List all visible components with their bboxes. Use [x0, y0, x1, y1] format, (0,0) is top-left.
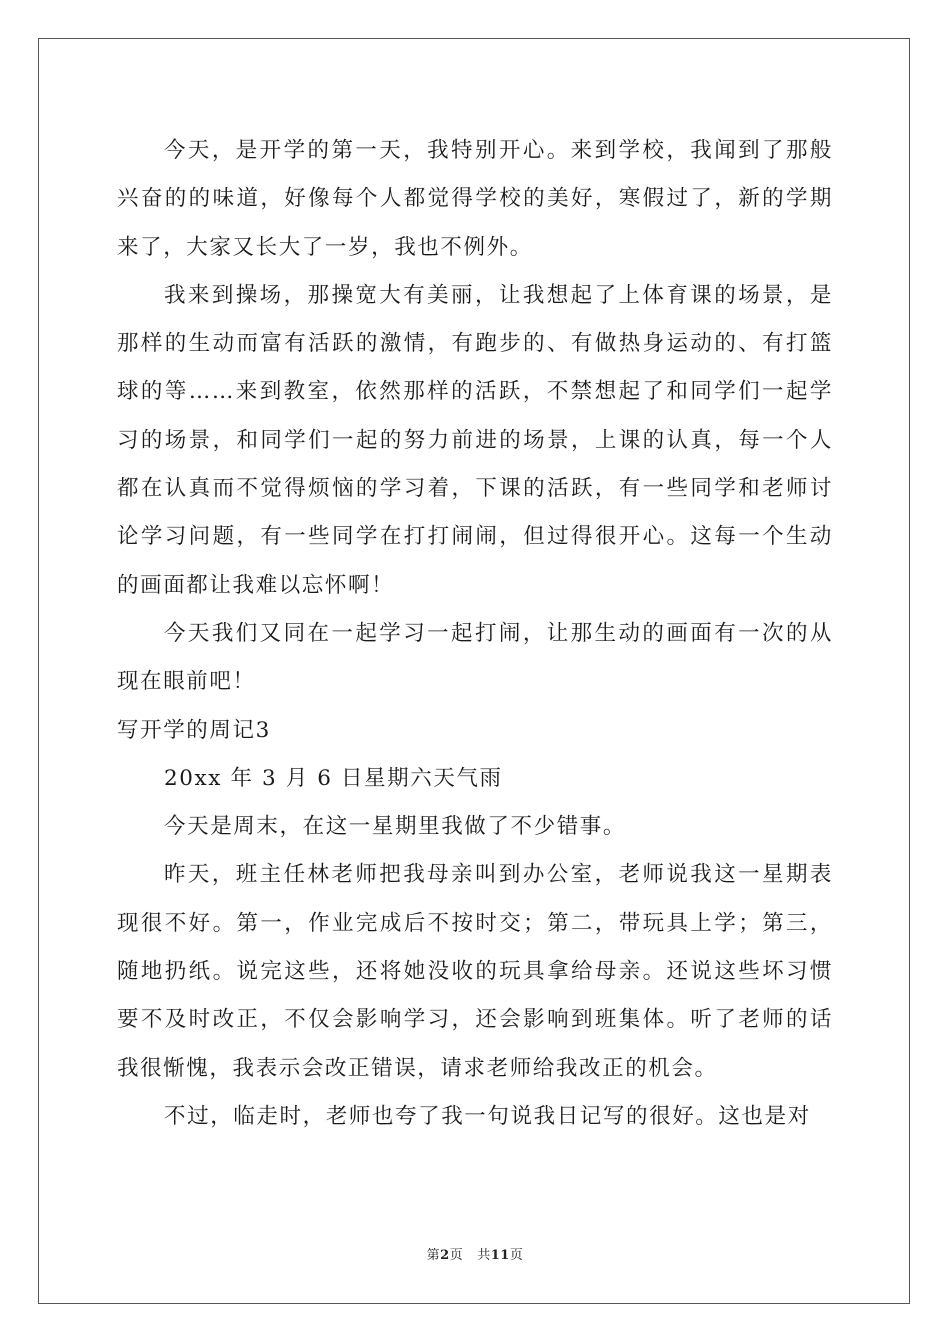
section-heading: 写开学的周记3: [117, 717, 271, 743]
total-unit: 页: [509, 1248, 524, 1263]
page-footer: [0, 1244, 950, 1263]
paragraph: 今天，是开学的第一天，我特别开心。来到学校，我闻到了那般兴奋的的味道，好像每个人都觉得学校的美好，寒假过了，新的学期来了，大家又长大了一岁，我也不例外。: [117, 138, 833, 260]
paragraph: 昨天，班主任林老师把我母亲叫到办公室，老师说我这一星期表现很不好。第一，作业完成后不按时交；第二，带玩具上学；第三，随地扔纸。说完这些，还将她没收的玩具拿给母亲。还说这些坏习惯要不及时改正，不仅会影响学习，还会影响到班集体。听了老师的话我很惭愧，我表示会改正错误，请求老师给我改正的机会。: [117, 862, 833, 1081]
paragraph: 今天我们又同在一起学习一起打闹，让那生动的画面有一次的从现在眼前吧！: [117, 620, 833, 695]
page-prefix: 第: [426, 1248, 441, 1263]
date-line: 20xx 年 3 月 6 日星期六天气雨: [164, 765, 503, 791]
paragraph: 不过，临走时，老师也夸了我一句说我日记写的很好。这也是对: [164, 1103, 811, 1129]
page-current: 2: [440, 1248, 450, 1263]
total-prefix: 共: [477, 1248, 491, 1263]
paragraph: 今天是周末，在这一星期里我做了不少错事。: [164, 814, 627, 840]
page-total: 11: [490, 1248, 510, 1263]
document-body: [117, 127, 833, 1141]
paragraph: 我来到操场，那操宽大有美丽，让我想起了上体育课的场景，是那样的生动而富有活跃的激情，有跑步的、有做热身运动的、有打篮球的等……来到教室，依然那样的活跃，不禁想起了和同学们一起学习的场景，和同学们一起的努力前进的场景，上课的认真，每一个人都在认真而不觉得烦恼的学习着，下课的活跃，有一些同学和老师讨论学习问题，有一些同学在打打闹闹，但过得很开心。这每一个生动的画面都让我难以忘怀啊！: [117, 282, 833, 598]
page-unit: 页: [449, 1248, 464, 1263]
